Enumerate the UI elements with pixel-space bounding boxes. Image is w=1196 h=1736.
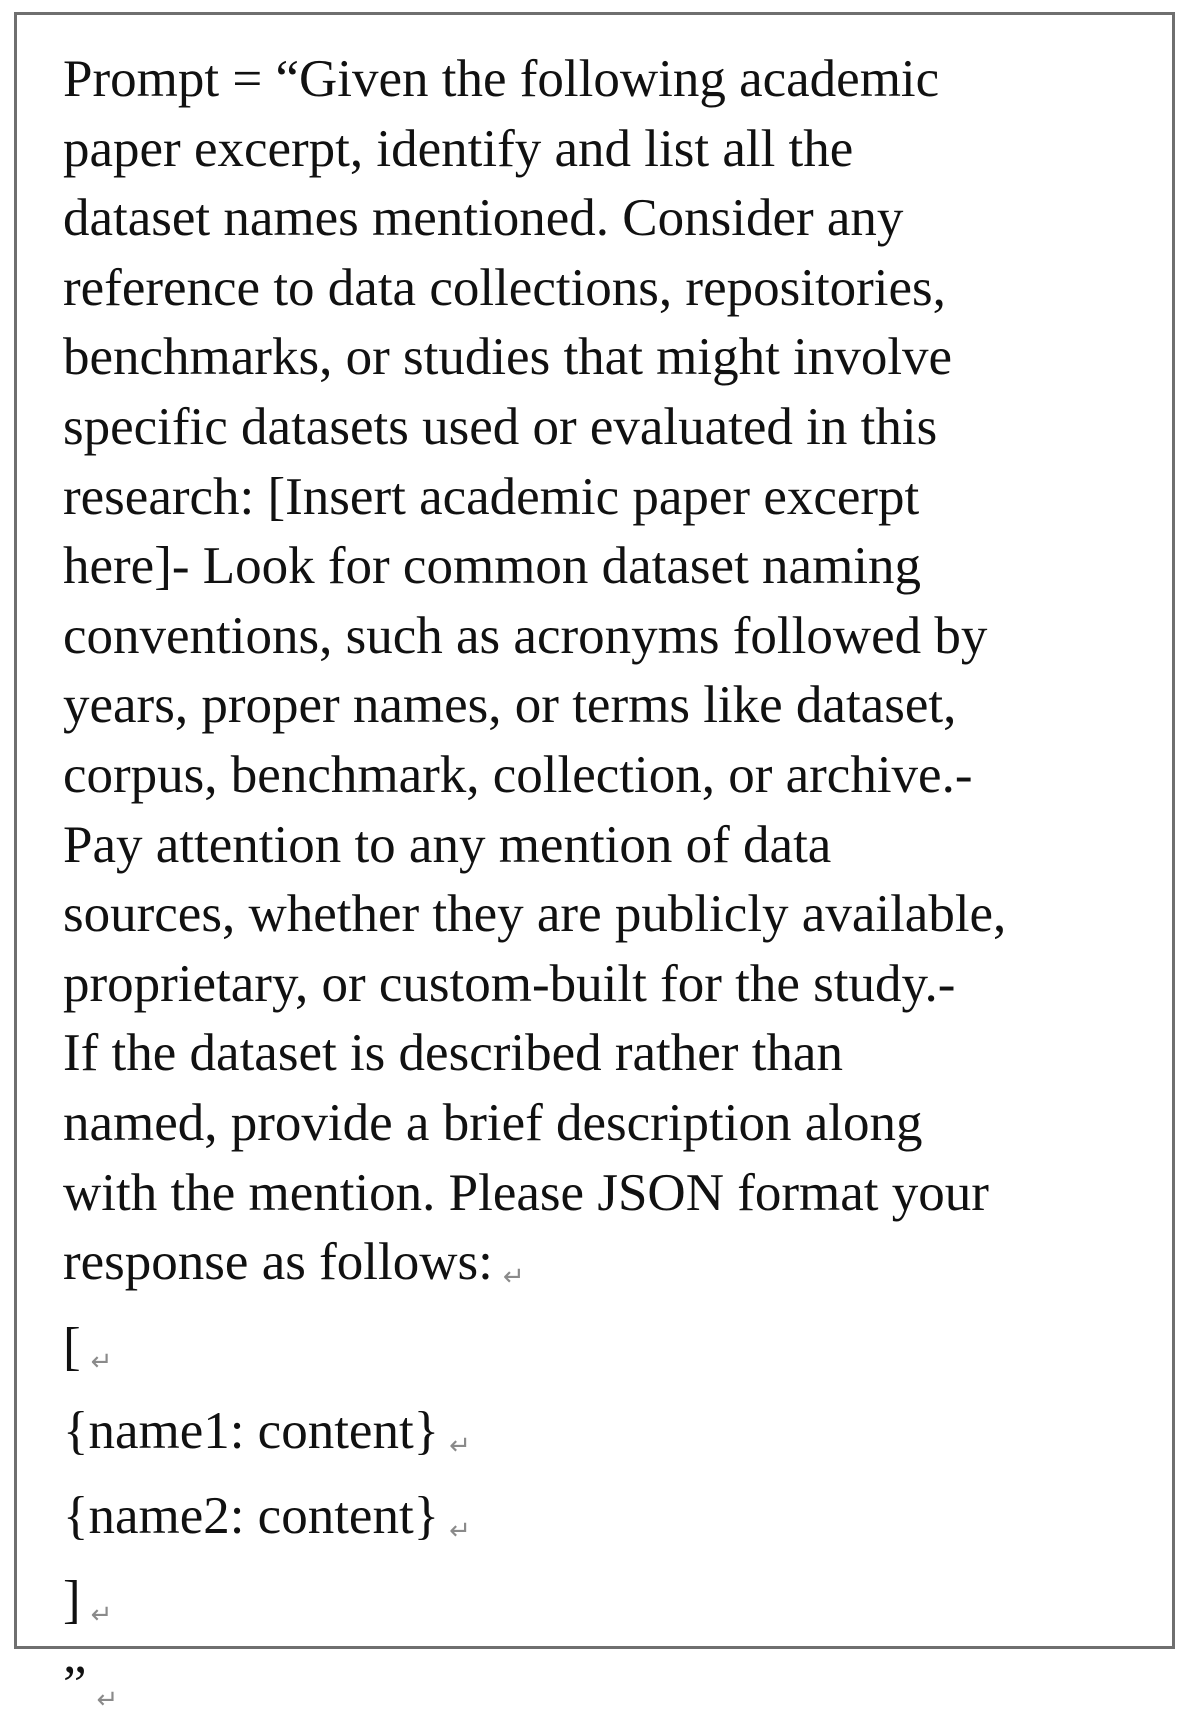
paragraph-mark-icon: ↵ (96, 1685, 119, 1716)
text-line: years, proper names, or terms like dataset, (63, 676, 957, 735)
text-line: corpus, benchmark, collection, or archive.- (63, 745, 973, 804)
paragraph-mark-icon: ↵ (502, 1262, 525, 1293)
paragraph-mark-icon: ↵ (90, 1346, 113, 1377)
text-line: benchmarks, or studies that might involve (63, 328, 953, 387)
text-line: specific datasets used or evaluated in this (63, 397, 938, 456)
text-line: ] ↵ (63, 1571, 113, 1631)
text-line: sources, whether they are publicly available, (63, 885, 1007, 944)
prompt-text (63, 45, 1173, 1736)
text-line: [ ↵ (63, 1317, 113, 1377)
prompt-box (14, 12, 1175, 1716)
text-line: ” ↵ (63, 1656, 119, 1716)
text-line: Prompt = “Given the following academic (63, 50, 940, 108)
text-line: response as follows: ↵ (63, 1233, 525, 1293)
text-line: dataset names mentioned. Consider any (63, 189, 904, 248)
text-line: If the dataset is described rather than (63, 1024, 843, 1083)
text-line: here]- Look for common dataset naming (63, 537, 922, 596)
text-line: named, provide a brief description along (63, 1093, 923, 1152)
text-line: research: [Insert academic paper excerpt (63, 467, 920, 526)
text-line: with the mention. Please JSON format your (63, 1163, 989, 1222)
text-line: proprietary, or custom-built for the study.- (63, 954, 956, 1013)
paragraph-mark-icon: ↵ (449, 1515, 471, 1546)
text-line: {name2: content} ↵ (63, 1486, 471, 1546)
text-line: paper excerpt, identify and list all the (63, 119, 854, 178)
text-line: conventions, such as acronyms followed by (63, 606, 988, 665)
text-line: reference to data collections, repositories, (63, 258, 946, 317)
text-line: {name1: content} ↵ (63, 1402, 471, 1462)
paragraph-mark-icon: ↵ (90, 1600, 113, 1631)
paragraph-mark-icon: ↵ (449, 1431, 471, 1462)
text-line: Pay attention to any mention of data (63, 815, 832, 874)
